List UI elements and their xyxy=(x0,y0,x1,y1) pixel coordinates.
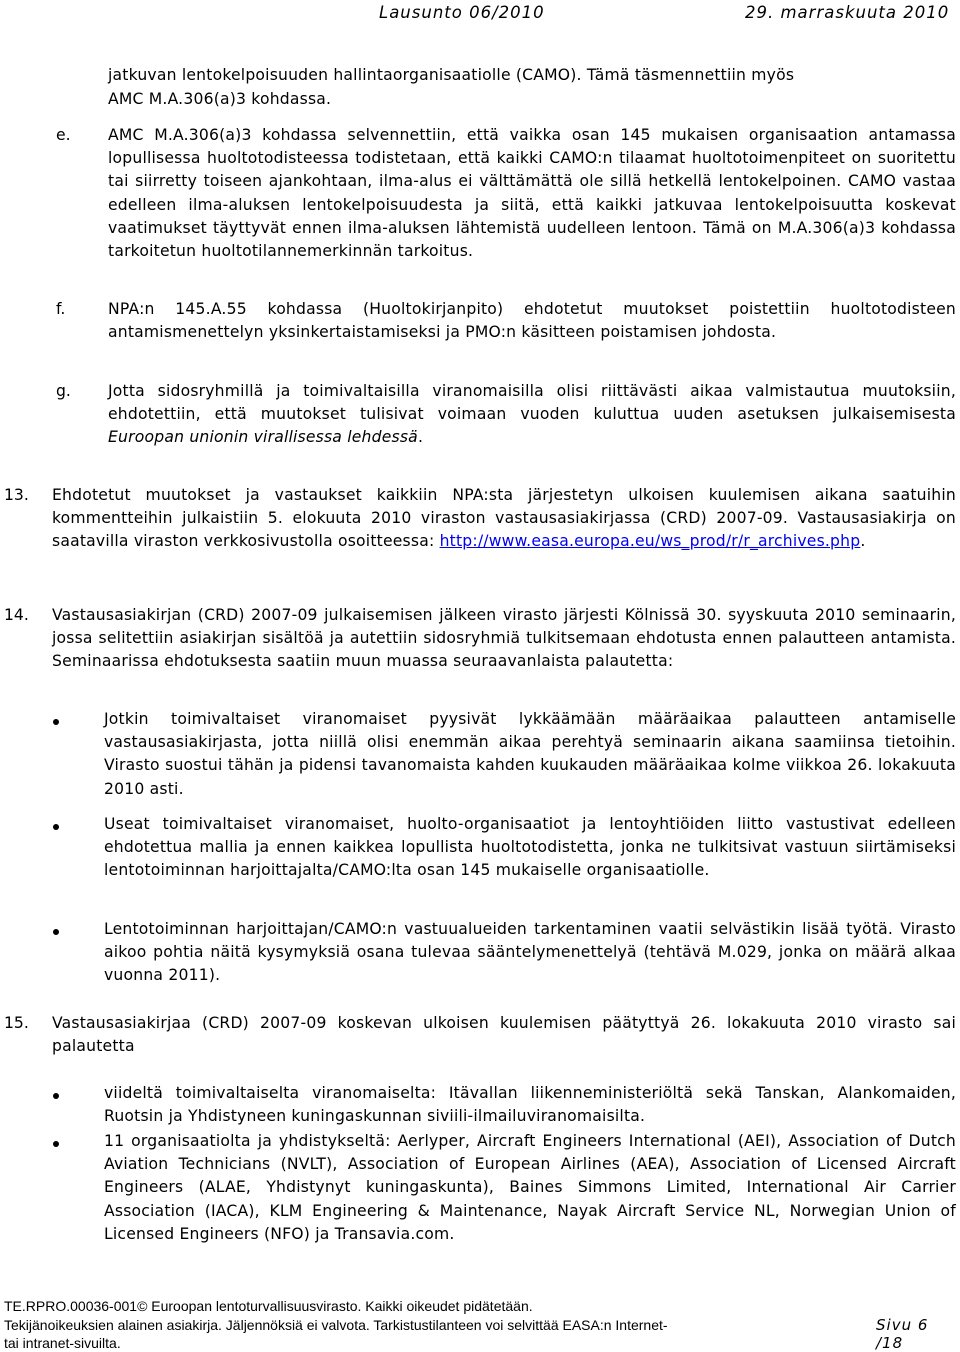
para-14-number: 14. xyxy=(4,606,29,624)
page-header xyxy=(0,0,960,40)
item-e-marker: e. xyxy=(56,126,71,144)
bullet-icon xyxy=(53,929,59,935)
continuation-line-1: jatkuvan lentokelpoisuuden hallintaorganisaatiolle (CAMO). Tämä täsmennettiin myös xyxy=(108,66,795,84)
para-14-bullet-3: Lentotoiminnan harjoittajan/CAMO:n vastuualueiden tarkentaminen vaatii selvästikin lisää työtä. Virasto aikoo pohtia näitä kysymyksiä osana tulevaa sääntelymenettelyä (tehtävä M.029, jonka on määrä alkaa vuonna 2011). xyxy=(104,920,956,985)
para-15-bullet-1: viideltä toimivaltaiselta viranomaiselta: Itävallan liikenneministeriöltä sekä Tanskan, Alankomaiden, Ruotsin ja Yhdistyneen kuningaskunnan siviili-ilmailuviranomaisilta. xyxy=(104,1084,956,1126)
page-number: Sivu 6 /18 xyxy=(876,1316,929,1352)
item-e-text: AMC M.A.306(a)3 kohdassa selvennettiin, että vaikka osan 145 mukaisen organisaation antamassa lopullisessa huoltotodisteessa todistetaan, että kaikki CAMO:n tilaamat huoltotoimenpiteet on suoritettu tai siirretty toiseen ajankohtaan, ilma-alus ei välttämättä ole sillä hetkellä lentokelpoinen. CAMO vastaa edelleen ilma-aluksen lentokelpoisuudesta ja siitä, että kaikki jatkuvaa lentokelpoisuutta koskevat vaatimukset täyttyvät ennen ilma-aluksen lähtemistä uudelleen lentoon. Tämä on M.A.306(a)3 kohdassa tarkoitetun huoltotilannemerkinnän tarkoitus. xyxy=(108,126,956,261)
archives-link[interactable]: http://www.easa.europa.eu/ws_prod/r/r_archives.php xyxy=(439,532,861,551)
para-14-bullet-1: Jotkin toimivaltaiset viranomaiset pyysivät lykkäämään määräaikaa palautteen antamiselle vastausasiakirjasta, jotta niillä olisi enemmän aikaa perehtyä seminaarin aikana saamiinsa tietoihin. Virasto suostui tähän ja pidensi tavanomaista kahden kuukauden määräaikaa kolme viikkoa 26. lokakuuta 2010 asti. xyxy=(104,710,956,798)
header-date: 29. marraskuuta 2010 xyxy=(745,3,950,22)
para-15-text: Vastausasiakirjaa (CRD) 2007-09 koskevan ulkoisen kuulemisen päätyttyä 26. lokakuuta 2010 virasto sai palautetta xyxy=(52,1014,956,1056)
para-14-text: Vastausasiakirjan (CRD) 2007-09 julkaisemisen jälkeen virasto järjesti Kölnissä 30. syyskuuta 2010 seminaarin, jossa selitettiin asiakirjan sisältöä ja autettiin sidosryhmiä tulkitsemaan ehdotusta ennen palautteen antamista. Seminaarissa ehdotuksesta saatiin muun muassa seuraavanlaista palautetta: xyxy=(52,606,956,671)
para-13-text: Ehdotetut muutokset ja vastaukset kaikkiin NPA:sta järjestetyn ulkoisen kuulemisen aikana saatuihin kommentteihin julkaistiin 5. elokuuta 2010 viraston vastausasiakirjassa (CRD) 2007-09. Vastausasiakirja on saatavilla viraston verkkosivustolla osoitteessa: http://www.easa.europa.eu/ws_prod/r/r_archives.php. xyxy=(52,486,956,551)
para-15-number: 15. xyxy=(4,1014,29,1032)
item-g-marker: g. xyxy=(56,382,71,400)
para-13-number: 13. xyxy=(4,486,29,504)
header-document-id: Lausunto 06/2010 xyxy=(379,3,545,22)
footer-notice-2: tai intranet-sivuilta. xyxy=(4,1335,121,1351)
item-f-text: NPA:n 145.A.55 kohdassa (Huoltokirjanpito) ehdotetut muutokset poistettiin huoltotodisteen antamismenettelyn yksinkertaistamiseksi ja PMO:n käsitteen poistamisen johdosta. xyxy=(108,300,956,342)
bullet-icon xyxy=(53,1093,59,1099)
bullet-icon xyxy=(53,1141,59,1147)
continuation-line-2: AMC M.A.306(a)3 kohdassa. xyxy=(108,90,332,108)
footer-copyright: TE.RPRO.00036-001© Euroopan lentoturvallisuusvirasto. Kaikki oikeudet pidätetään. xyxy=(4,1298,533,1314)
item-g-text: Jotta sidosryhmillä ja toimivaltaisilla viranomaisilla olisi riittävästi aikaa valmistautua muutoksiin, ehdotettiin, että muutokset tulisivat voimaan vuoden kuluttua uuden asetuksen julkaisemisesta Euroopan unionin virallisessa lehdessä. xyxy=(108,382,956,447)
bullet-icon xyxy=(53,719,59,725)
para-15-bullet-2: 11 organisaatiolta ja yhdistykseltä: Aerlyper, Aircraft Engineers International (AEI), Association of Dutch Aviation Technicians (NVLT), Association of European Airlines (AEA), Association of Licensed Aircraft Engineers (ALAE, Yhdistynyt kuningaskunta), Baines Simmons Limited, International Air Carrier Association (IACA), KLM Engineering & Maintenance, Nayak Aircraft Service NL, Norwegian Union of Licensed Engineers (NFO) ja Transavia.com. xyxy=(104,1132,956,1243)
para-14-bullet-2: Useat toimivaltaiset viranomaiset, huolto-organisaatiot ja lentoyhtiöiden liitto vastustivat edelleen ehdotettua mallia ja ennen kaikkea lopullista huoltotodistetta, jonka ne tulkitsivat vastuun siirtämiseksi lentotoiminnan harjoittajalta/CAMO:lta osan 145 mukaiselle organisaatiolle. xyxy=(104,815,956,880)
footer-notice-1: Tekijänoikeuksien alainen asiakirja. Jäljennöksiä ei valvota. Tarkistustilanteen voi selvittää EASA:n Internet- xyxy=(4,1317,668,1333)
journal-name: Euroopan unionin virallisessa lehdessä xyxy=(108,428,418,447)
item-f-marker: f. xyxy=(56,300,66,318)
bullet-icon xyxy=(53,824,59,830)
